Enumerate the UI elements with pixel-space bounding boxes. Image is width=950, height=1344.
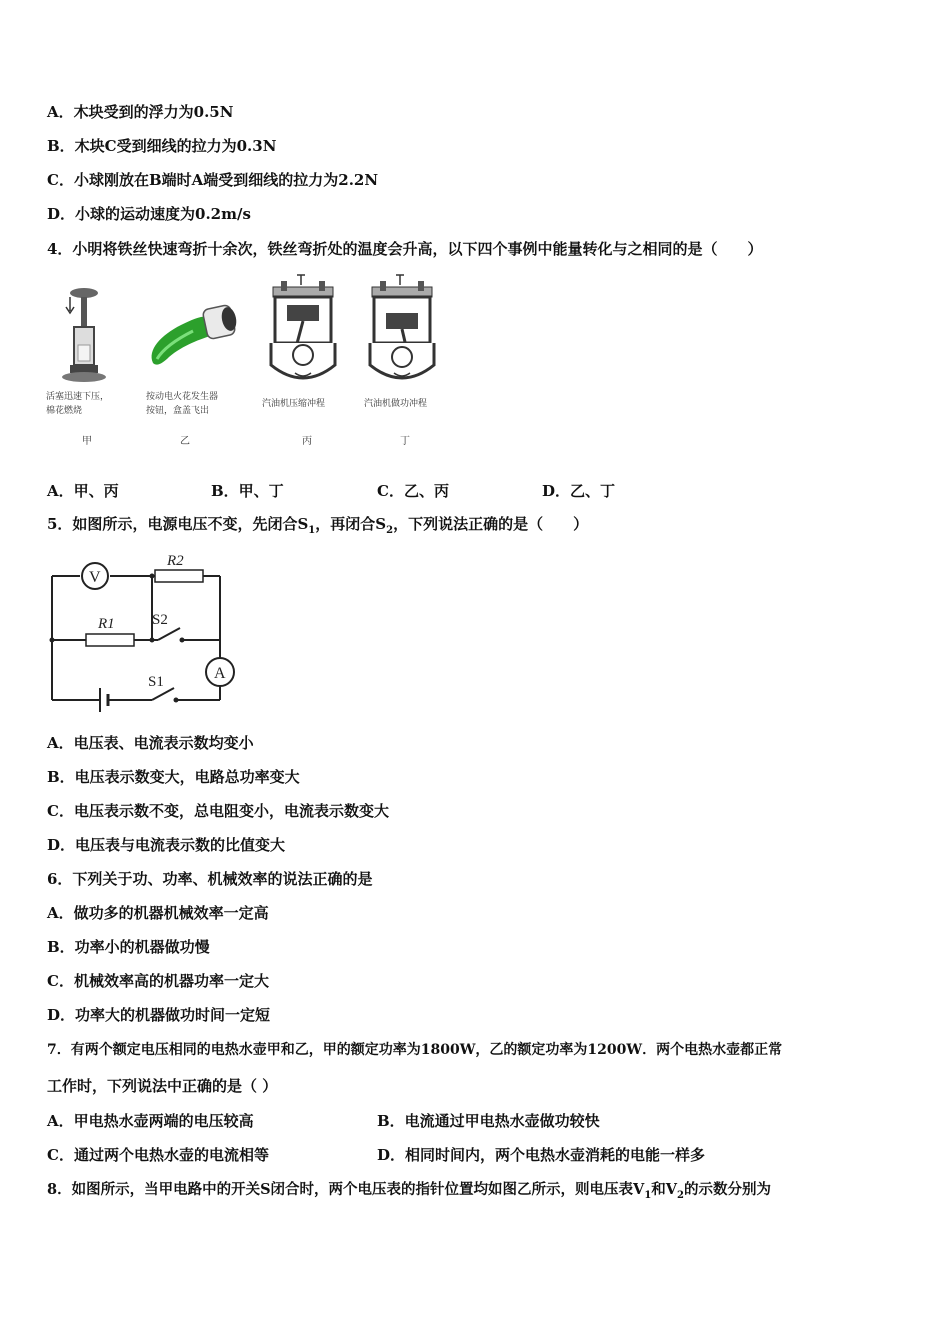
- q7-option-d: D．相同时间内，两个电热水壶消耗的电能一样多: [377, 1146, 706, 1164]
- figure-yi-caption-1: 按动电火花发生器: [146, 392, 219, 402]
- s2-label: S2: [152, 612, 168, 628]
- q6-option-c: C．机械效率高的机器功率一定大: [47, 972, 269, 990]
- piston-fire-syringe-figure: [52, 285, 122, 385]
- q7-option-c: C．通过两个电热水壶的电流相等: [47, 1146, 269, 1164]
- ammeter-label: A: [214, 665, 226, 682]
- q4-option-c: C．乙、丙: [377, 482, 449, 500]
- q3-option-a: A．木块受到的浮力为0.5N: [47, 103, 234, 121]
- q6-option-d: D．功率大的机器做功时间一定短: [47, 1006, 271, 1024]
- q5-option-b: B．电压表示数变大，电路总功率变大: [47, 768, 300, 786]
- figure-bing-caption: 汽油机压缩冲程: [262, 399, 326, 409]
- r2-label: R2: [167, 553, 184, 569]
- q3-option-c: C．小球刚放在B端时A端受到细线的拉力为2.2N: [47, 171, 379, 189]
- figure-ding-caption: 汽油机做功冲程: [364, 399, 428, 409]
- figure-jia-label: 甲: [82, 436, 92, 447]
- q3-option-b: B．木块C受到细线的拉力为0.3N: [47, 137, 277, 155]
- circuit-diagram: [40, 548, 240, 718]
- q4-option-b: B．甲、丁: [211, 482, 284, 500]
- q5-stem: 5．如图所示，电源电压不变，先闭合$S_1$，再闭合$S_2$，下列说法正确的是（ ）: [47, 515, 589, 536]
- q5-option-d: D．电压表与电流表示数的比值变大: [47, 836, 286, 854]
- q4-option-d: D．乙、丁: [542, 482, 616, 500]
- q8-stem: 8．如图所示，当甲电路中的开关S闭合时，两个电压表的指针位置均如图乙所示，则电压表$V_1$和$V_2$的示数分别为: [47, 1181, 772, 1201]
- r1-label: R1: [98, 616, 115, 632]
- spark-generator-figure: [143, 295, 243, 370]
- q4-stem: 4．小明将铁丝快速弯折十余次，铁丝弯折处的温度会升高，以下四个事例中能量转化与之相同的是（ ）: [47, 240, 763, 258]
- figure-yi-caption-2: 按钮，盒盖飞出: [146, 406, 210, 416]
- q4-option-a: A．甲、丙: [47, 482, 119, 500]
- compression-stroke-engine-figure: [265, 273, 341, 383]
- figure-jia-caption-1: 活塞迅速下压，: [46, 392, 110, 402]
- q6-option-b: B．功率小的机器做功慢: [47, 938, 210, 956]
- q5-option-c: C．电压表示数不变，总电阻变小，电流表示数变大: [47, 802, 389, 820]
- q3-option-d: D．小球的运动速度为0.2m/s: [47, 205, 251, 223]
- figure-bing-label: 丙: [302, 436, 312, 447]
- power-stroke-engine-figure: [364, 273, 440, 383]
- s1-label: S1: [148, 674, 164, 690]
- q7-stem-line2: 工作时，下列说法中正确的是（ ）: [47, 1077, 278, 1095]
- figure-yi-label: 乙: [180, 436, 190, 447]
- q6-option-a: A．做功多的机器机械效率一定高: [47, 904, 269, 922]
- q7-stem-line1: 7．有两个额定电压相同的电热水壶甲和乙，甲的额定功率为1800W，乙的额定功率为1200W．两个电热水壶都正常: [47, 1042, 783, 1058]
- voltmeter-label: V: [89, 569, 101, 586]
- figure-ding-label: 丁: [400, 436, 410, 447]
- q6-stem: 6．下列关于功、功率、机械效率的说法正确的是: [47, 870, 373, 888]
- q5-option-a: A．电压表、电流表示数均变小: [47, 734, 254, 752]
- figure-jia-caption-2: 棉花燃烧: [46, 406, 83, 416]
- q7-option-a: A．甲电热水壶两端的电压较高: [47, 1112, 254, 1130]
- q7-option-b: B．电流通过甲电热水壶做功较快: [377, 1112, 600, 1130]
